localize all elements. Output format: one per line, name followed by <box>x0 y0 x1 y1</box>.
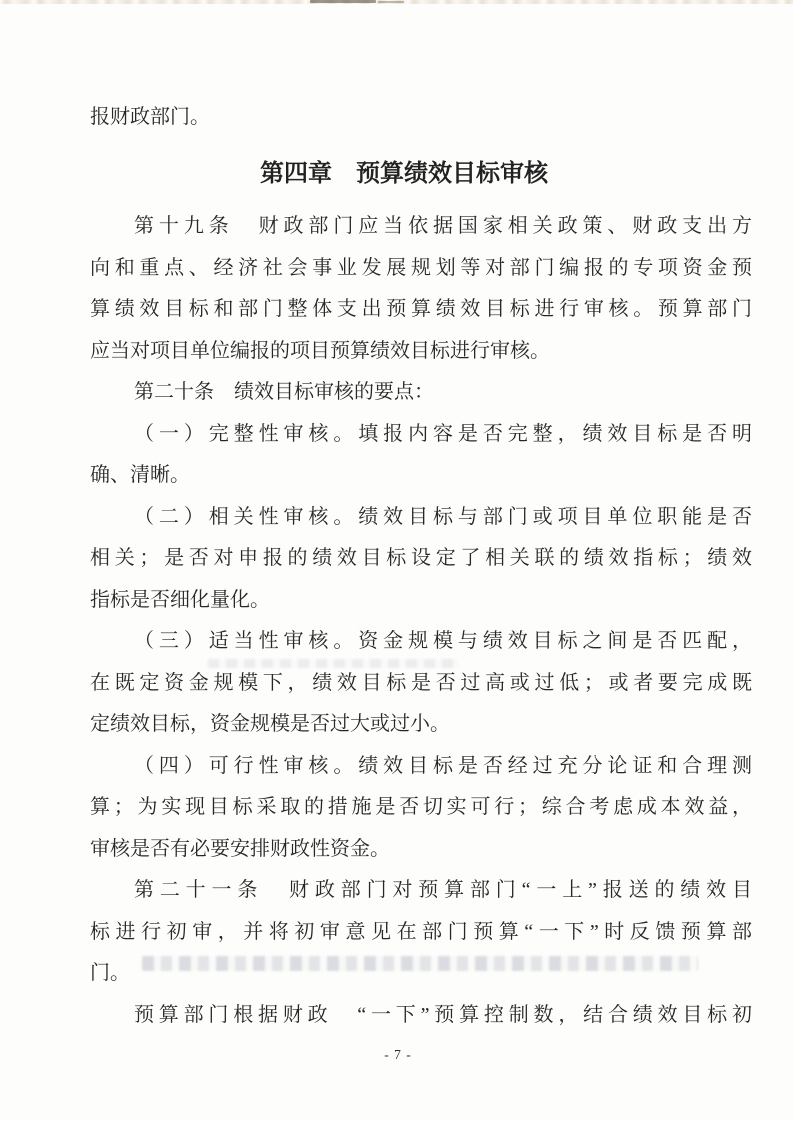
text-line: 第二十一条 财政部门对预算部门“一上”报送的绩效目 <box>134 879 752 901</box>
text-line: （一）完整性审核。填报内容是否完整，绩效目标是否明 <box>134 422 752 445</box>
text-line: 审核是否有必要安排财政性资金。 <box>90 837 390 860</box>
chapter-heading: 第四章 预算绩效目标审核 <box>260 159 548 187</box>
page-content <box>90 97 752 1064</box>
text-line: 在既定资金规模下，绩效目标是否过高或过低；或者要完成既 <box>90 671 752 694</box>
text-line: （四）可行性审核。绩效目标是否经过充分论证和合理测 <box>134 754 752 777</box>
text-line: 向和重点、经济社会事业发展规划等对部门编报的专项资金预 <box>90 256 752 279</box>
text-line: 指标是否细化量化。 <box>90 588 270 611</box>
text-line: 标进行初审，并将初审意见在部门预算“一下”时反馈预算部 <box>90 920 752 943</box>
text-line: 算；为实现目标采取的措施是否切实可行；综合考虑成本效益， <box>90 796 752 818</box>
scan-edge-dark-mark-small <box>378 1 404 3</box>
text-line: （三）适当性审核。资金规模与绩效目标之间是否匹配， <box>134 630 752 652</box>
scan-edge-dark-mark <box>310 0 376 3</box>
text-line: 定绩效目标，资金规模是否过大或过小。 <box>90 713 450 735</box>
bleed-through-artifact <box>142 956 698 971</box>
bleed-through-artifact-faint <box>208 659 458 668</box>
text-line: 第二十条 绩效目标审核的要点： <box>134 381 434 403</box>
text-line: 相关；是否对申报的绩效目标设定了相关联的绩效指标；绩效 <box>90 547 752 569</box>
text-line: 报财政部门。 <box>90 106 210 128</box>
text-line: 第十九条 财政部门应当依据国家相关政策、财政支出方 <box>134 215 752 237</box>
text-line: 确、清晰。 <box>90 464 190 486</box>
text-line: 预算部门根据财政 “一下”预算控制数，结合绩效目标初 <box>134 1003 752 1026</box>
text-line: 门。 <box>90 962 130 984</box>
text-line: （二）相关性审核。绩效目标与部门或项目单位职能是否 <box>134 505 752 528</box>
page-number: - 7 - <box>384 1047 412 1062</box>
text-line: 算绩效目标和部门整体支出预算绩效目标进行审核。预算部门 <box>90 298 752 320</box>
text-line: 应当对项目单位编报的项目预算绩效目标进行审核。 <box>90 339 550 362</box>
